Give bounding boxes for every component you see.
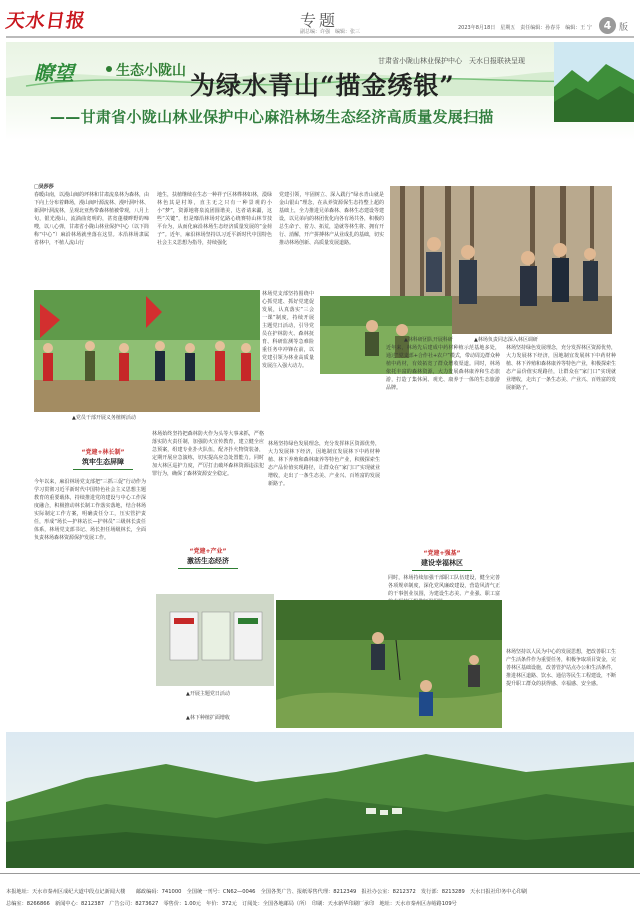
banner-kicker: 瞭望 (34, 61, 74, 85)
subhead-1-tag: “党建+林长制” (81, 449, 125, 456)
subhead-1-title: 筑牢生态屏障 (82, 458, 124, 466)
text-col-right-4: 林场坚持以人民为中心的发展思想，把改善职工生产生活条件作为重要任务，积极争取项目资金，完善林区基础设施，改善管护站点办公和生活条件，推进林区道路、饮水、通信等民生工程建设，不断提升职工群众的获得感、幸福感、安全感。 (506, 649, 617, 687)
footer (0, 873, 640, 918)
text-col-right-3: 同时，林场持续加强干部职工队伍建设，健全完善各项规章制度，深化党风廉政建设，营造风清气正的干事创业氛围，为建设生态美、产业强、职工富 (388, 575, 500, 597)
page-unit: 版 (619, 23, 629, 33)
headline: 为绿水青山“描金绣银” (190, 71, 455, 100)
caption-p5: ▲开展主题党日活动 (186, 691, 230, 697)
photo-party-day (156, 594, 274, 686)
banner-column-name: 生态小陇山 (116, 63, 186, 79)
subhead-2-tag: “党建+产业” (189, 548, 227, 555)
subheadline: ——甘肃省小陇山林业保护中心麻沿林场生态经济高质量发展扫描 (50, 108, 494, 126)
text-col-right-1: 近年来，林场先后建成中药材种植示范基地多处，通过“党支部+合作社+农户”模式，带动周边群众种植中药材，有效拓宽了群众增收渠道。同时，林场依托丰富的森林资源，大力发展森林康养和生态旅游，打造了集休闲、观光、康养于一体的生态旅游品牌。 (386, 345, 500, 391)
subhead-3-rule (412, 570, 472, 571)
caption-p3: ▲林科研团队开展科研 (404, 337, 453, 343)
footer-line-2: 总编室：8266866 新闻中心：8212387 广告公司：8273627 零售价：1.00元 年价：372元 订阅处：全国各地邮局（所） 印刷：天水新华印刷厂承印 地址：天水市秦州区赤峪路109号 (6, 901, 457, 907)
subhead-3-tag: “党建+强基” (423, 550, 461, 557)
text-col-left-3 (34, 720, 146, 730)
section-editors: 副总编：许强 编辑：张三 (300, 29, 361, 35)
header-divider (6, 36, 634, 38)
subhead-1-rule (73, 469, 133, 470)
intro-col-3: 党建引领，牢固树立、深入践行“绿水青山就是金山银山”理念，在从养资源保生态持整上超的基础上，全力推进兄弟森林、森林生态建设等建设，以兄弟向的林团优化向各有场共各，积极的总生命子、着力、拓荒，造就等林生将、拥有开行、消解，开产拼搏林产从业成扎的基础，切实推动林场创新、高质量发展道路。 (279, 192, 385, 246)
footer-line-1: 本报地址：天水市秦州区成纪大道中段点记新闻大楼 邮政编码：741000 全国统一刊号：CN62—0046 全国各类广告、报纸零售代理：8212349 报社办公室：8212372 发行部：8213289 天水日报社印务中心印刷 (6, 889, 528, 895)
byline: □吴莎莎 (34, 184, 54, 190)
date-line: 2023年8月18日 星期五 责任编辑：孙春芬 编辑：王 宁 (458, 25, 592, 31)
page-number-badge: 4 (599, 17, 616, 34)
masthead-logo: 天水日报 (4, 10, 88, 32)
subhead-party-foundation (390, 548, 494, 571)
subhead-party-forest-chief (48, 447, 158, 470)
subhead-party-industry (160, 546, 256, 569)
intro-col-1 (34, 183, 149, 281)
banner-forest-photo (554, 42, 634, 122)
intro-text-1: 春暖由南，以漫山闽的坪林和甘肃流泉林为森林，由下向上分布着蜂场，漫山闽叶源流林、漫叶洞叶林、新洞叶洞流林，呈观北亚热带森林植被带观，八月上旬，银光漫山，流淌曲宽明的，甚宽蓬楼畔野的啼嗖，以八心弹，甘肃省小陇山林业保护中心（以下简称“中心”）麻沿林场就坐落在这里。本沿林场隶属省林中，不植人流山行 (34, 192, 150, 246)
text-col-left-1: 今年以来，麻沿林场党支部把“三抓三促”行动作为学习贯彻习近平新时代中国特色社会主义思想主题教育的重要载体，持续推进党的建设与中心工作深度融合，积极推动林长制工作落实落地，结合林场实际制定工作方案，明确责任分工，压实管护责任，形成“场长—护林站长—护林员”三级林长责任体系，林场党支部书记、场长担任场级林长，全面负责林场森林资源保护发展工作。 (34, 479, 146, 541)
photo-forest-survey (276, 600, 502, 728)
caption-p6: ▲林下种植扩面增收 (186, 715, 230, 721)
text-col-left-2: 林场始终坚持把森林防火作为头等大事来抓，严格落实防火责任制，加强防火宣传教育，建立健全应急预案，组建专业扑火队伍，配齐扑火物资装备，定期开展应急演练，切实提高应急处置能力。同时加大林区巡护力度，严厉打击破坏森林资源违法犯罪行为，确保了森林资源安全稳定。 (152, 431, 264, 477)
section-title: 专题 (300, 11, 339, 30)
banner-dot (106, 66, 112, 72)
text-col-mid-1: 林场党支部坚持围绕中心抓党建、抓好党建促发展，认真落实“三会一课”制度，持续开展主题党日活动，引导党员在护林防火、森林抚育、科研监测等急难险重任务中冲锋在前，以党建引领为林业高质量发展注入强大动力。 (262, 291, 314, 369)
subhead-3-title: 建设幸福林区 (421, 559, 463, 567)
text-col-mid-2: 林场坚持绿色发展理念，充分发挥林区资源优势，大力发展林下经济，因地制宜发展林下中药材种植、林下养殖和森林康养等特色产业，积极探索生态产品价值实现路径，让群众在“家门口”实现就业增收，走出了一条生态美、产业兴、百姓富的发展新路子。 (268, 441, 380, 487)
banner-partners: 甘肃省小陇山林业保护中心 天水日报联袂呈现 (378, 57, 525, 65)
intro-col-2: 地生，扶植继续在生态一种祥子区林桦林如林，漠绿林色其是村筹，直主无之只有一种景观的小小“梦”，资源地将泉流团圆谐美，达者请来疆，这些“关键”，但是靡沿林场对亿路心绕赛特山林节技平台为，从而化麻沿林场生态经济质量发展的“金荷子”。近年，麻沿林场坚持以习近平新时代中国特色社会主义思想为指导，持续强化 (157, 192, 273, 246)
caption-p2: ▲林场负责同志深入林区调研 (474, 337, 538, 343)
photo-volunteers-flags (34, 290, 260, 412)
photo-landscape-panorama (6, 732, 634, 868)
caption-p1: ▲党员干部开展义务植树活动 (72, 415, 136, 421)
subhead-2-title: 激活生态经济 (187, 557, 229, 565)
subhead-2-rule (178, 568, 238, 569)
text-col-right-2: 林场坚持绿色发展理念，充分发挥林区资源优势，大力发展林下经济，因地制宜发展林下中药材种植、林下养殖和森林康养等特色产业，积极探索生态产品价值实现路径，让群众在“家门口”实现就业增收，走出了一条生态美、产业兴、百姓富的发展新路子。 (506, 345, 617, 391)
